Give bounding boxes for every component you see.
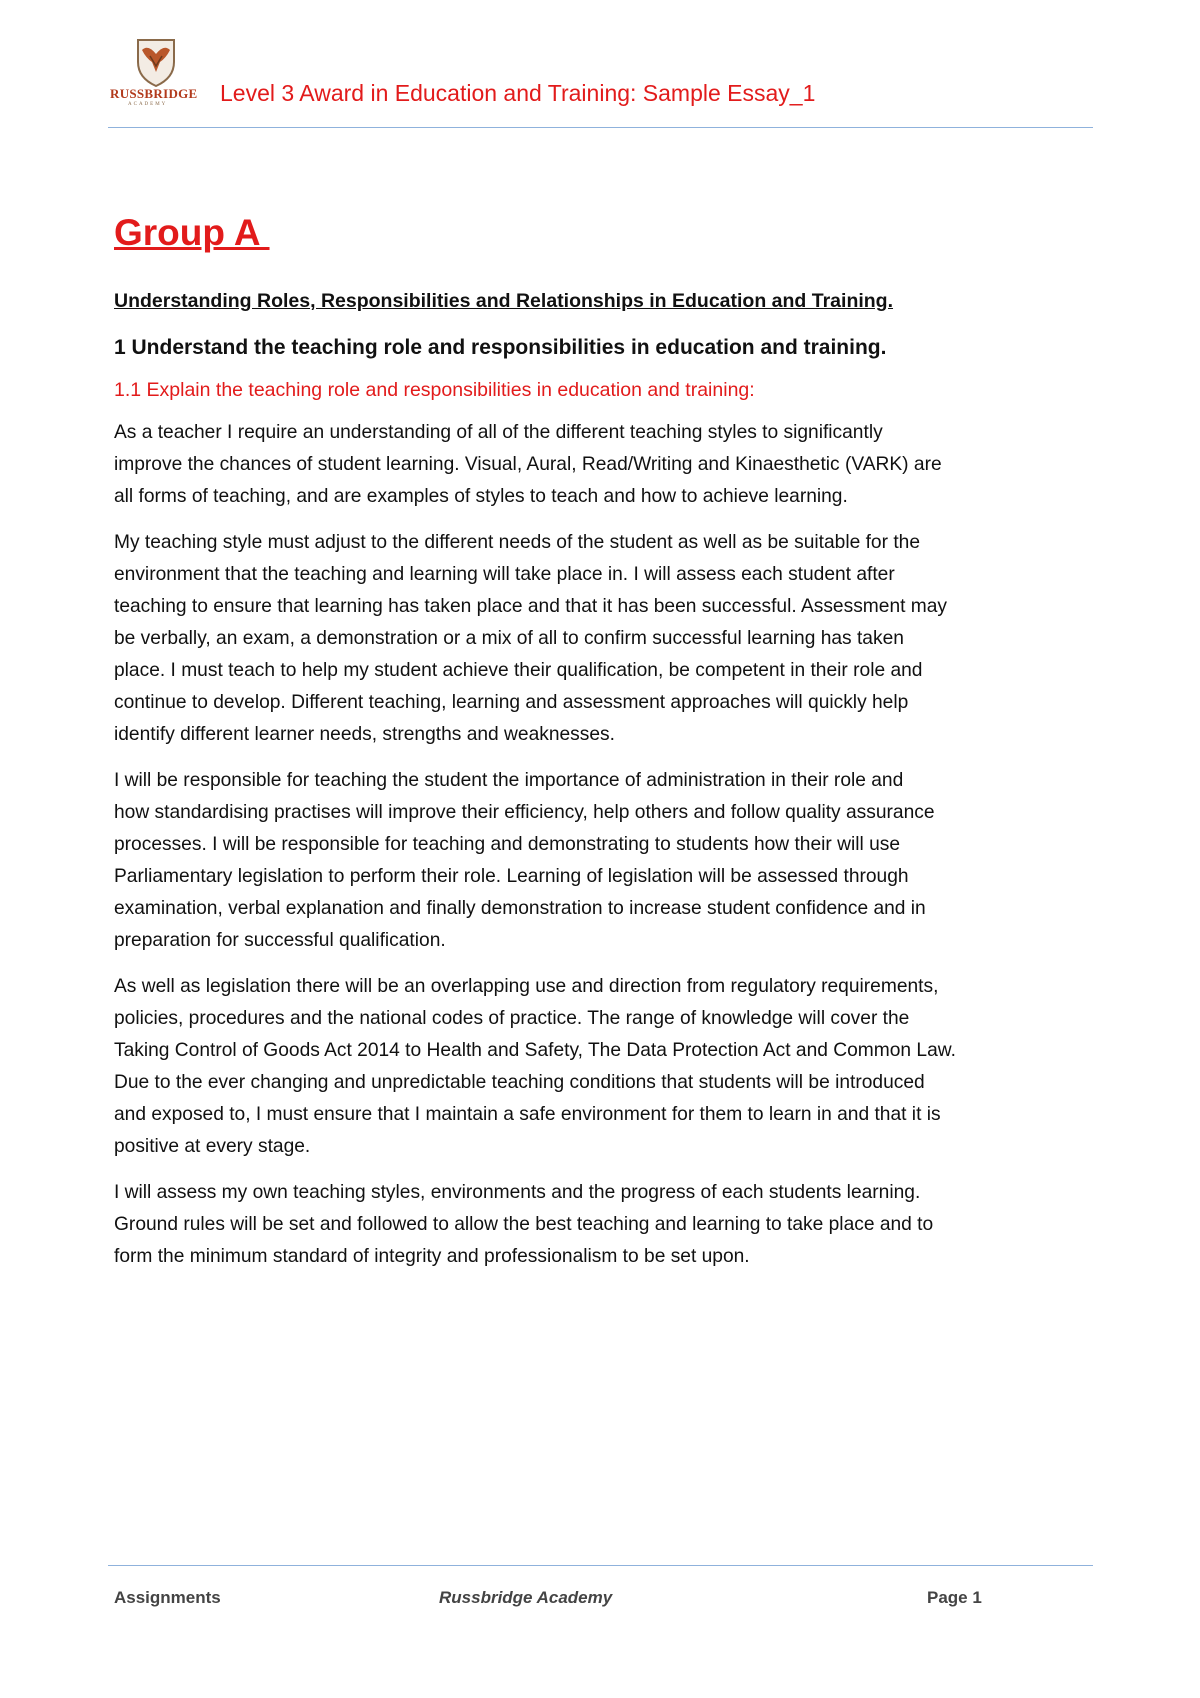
text-line: continue to develop. Different teaching, learning and assessment approaches will quickly help (114, 692, 909, 713)
text-line: all forms of teaching, and are examples of styles to teach and how to achieve learning. (114, 486, 848, 507)
text-line: As well as legislation there will be an overlapping use and direction from regulatory requirements, (114, 976, 939, 997)
page-number: Page 1 (927, 1588, 982, 1607)
unit-heading: Understanding Roles, Responsibilities and Relationships in Education and Training. (114, 290, 894, 312)
text-line: identify different learner needs, strengths and weaknesses. (114, 724, 615, 745)
page-footer (114, 1588, 994, 1612)
learning-outcome-heading: 1 Understand the teaching role and responsibilities in education and training. (114, 336, 887, 359)
logo-subtext: ACADEMY (128, 102, 168, 107)
text-line: Parliamentary legislation to perform their role. Learning of legislation will be assessed through (114, 866, 909, 887)
text-line: My teaching style must adjust to the different needs of the student as well as be suitable for the (114, 532, 920, 553)
text-line: I will be responsible for teaching the student the importance of administration in their role and (114, 770, 904, 791)
text-line: Taking Control of Goods Act 2014 to Health and Safety, The Data Protection Act and Common Law. (114, 1040, 956, 1061)
document-body (114, 210, 1089, 1273)
paragraph (114, 1177, 1089, 1273)
text-line: and exposed to, I must ensure that I maintain a safe environment for them to learn in and that it is (114, 1104, 941, 1125)
footer-section-label: Assignments (114, 1588, 221, 1607)
page-header (108, 30, 1093, 130)
text-line: how standardising practises will improve their efficiency, help others and follow quality assurance (114, 802, 935, 823)
text-line: Due to the ever changing and unpredictable teaching conditions that students will be introduced (114, 1072, 925, 1093)
text-line: As a teacher I require an understanding of all of the different teaching styles to significantly (114, 422, 883, 443)
footer-divider (108, 1565, 1093, 1566)
shield-crest-icon (108, 36, 204, 88)
paragraph (114, 417, 1089, 513)
text-line: Ground rules will be set and followed to allow the best teaching and learning to take place and to (114, 1214, 934, 1235)
paragraph (114, 527, 1089, 751)
text-line: environment that the teaching and learning will take place in. I will assess each student after (114, 564, 895, 585)
text-line: processes. I will be responsible for teaching and demonstrating to students how their will use (114, 834, 901, 855)
text-line: positive at every stage. (114, 1136, 311, 1157)
header-divider (108, 127, 1093, 128)
text-line: be verbally, an exam, a demonstration or a mix of all to confirm successful learning has taken (114, 628, 904, 649)
paragraph (114, 971, 1089, 1163)
footer-organization: Russbridge Academy (439, 1588, 613, 1607)
text-line: I will assess my own teaching styles, environments and the progress of each students learning. (114, 1182, 921, 1203)
text-line: examination, verbal explanation and finally demonstration to increase student confidence and in (114, 898, 926, 919)
paragraph (114, 765, 1089, 957)
text-line: teaching to ensure that learning has taken place and that it has been successful. Assessment may (114, 596, 948, 617)
text-line: policies, procedures and the national codes of practice. The range of knowledge will cover the (114, 1008, 910, 1029)
group-heading: Group A (114, 212, 270, 253)
text-line: preparation for successful qualification. (114, 930, 446, 951)
assessment-criteria-heading: 1.1 Explain the teaching role and responsibilities in education and training: (114, 379, 755, 401)
russbridge-logo (108, 36, 204, 107)
document-title: Level 3 Award in Education and Training: Sample Essay_1 (220, 80, 816, 106)
text-line: form the minimum standard of integrity and professionalism to be set upon. (114, 1246, 750, 1267)
text-line: improve the chances of student learning. Visual, Aural, Read/Writing and Kinaesthetic (VARK) are (114, 454, 942, 475)
logo-wordmark: RUSSBRIDGE (110, 86, 198, 101)
text-line: place. I must teach to help my student achieve their qualification, be competent in their role and (114, 660, 923, 681)
